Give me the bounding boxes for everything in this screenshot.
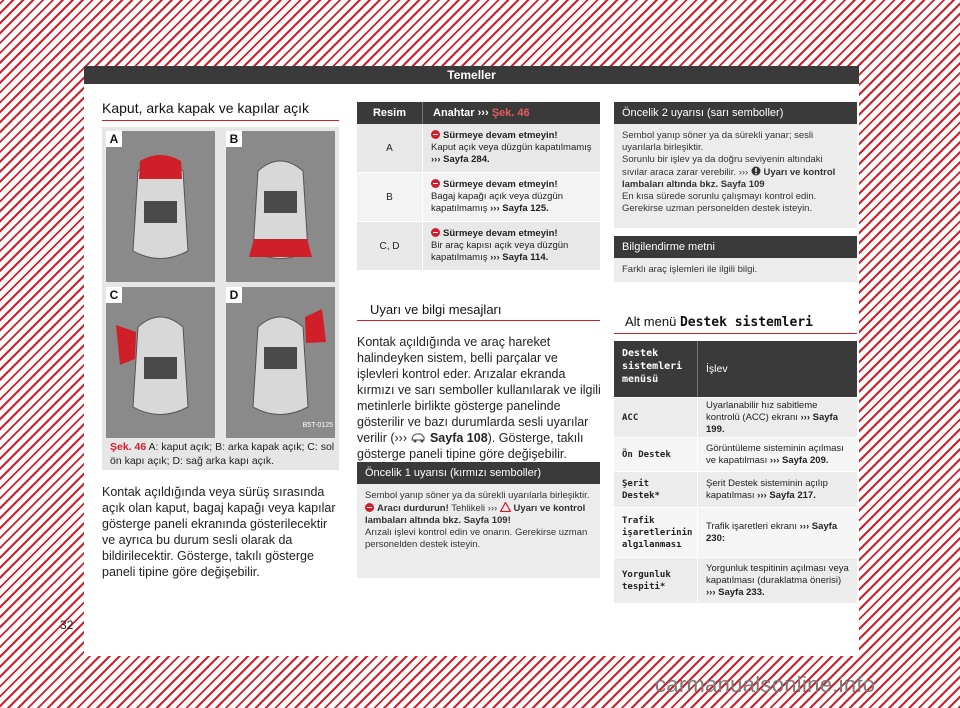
- row-title: Sürmeye devam etmeyin!: [443, 130, 558, 141]
- row-key: A: [357, 124, 423, 172]
- submenu-name: Destek sistemleri: [679, 315, 813, 330]
- col-header-anahtar: [423, 102, 600, 124]
- figure-caption-text: A: kaput açık; B: arka kapak açık; C: sol ön kapı açık; D: sağ arka kapı açık.: [110, 441, 335, 467]
- arrows-glyph: ›››: [769, 454, 780, 466]
- red-warning-icon: [431, 130, 440, 139]
- row-text: Şerit Destek sisteminin açılıp kapatılması: [706, 477, 828, 501]
- row-description: [423, 124, 600, 172]
- arrows-glyph: ›››: [800, 411, 811, 423]
- page-ref-link[interactable]: Uyarı ve kontrol lambaları altında bkz. Sayfa 109: [622, 167, 836, 190]
- row-text: Görüntüleme sisteminin açılması ve kapatılması: [706, 442, 844, 466]
- box-text: En kısa sürede sorunlu çalışmayı kontrol edin. Gerekirse uzman personelden destek isteyin.: [622, 191, 817, 214]
- box-text: Sorunlu bir işlev ya da doğru seviyenin altındaki sıvılar araca zarar verebilir.: [622, 154, 823, 178]
- table-row: [357, 222, 600, 271]
- col-header-anahtar-text: Anahtar: [433, 107, 475, 119]
- page-header: Temeller: [84, 66, 859, 84]
- col-header-function: İşlev: [706, 363, 728, 375]
- table-row: [614, 471, 857, 507]
- page-ref-link[interactable]: Sayfa 125.: [502, 203, 549, 214]
- col2-body-text: Kontak açıldığında ve araç hareket halindeyken sistem, belli parçalar ve işlevleri kontrol eder. Arızalar ekranda kırmızı ve sarı semboller kullanılarak ve ilgili metinlerle birlikte gösterge panelinde gösterilir ve bazı durumlarda sesli uyarılar verilir (››› Sayfa 108). Gösterge, takılı gösterge paneli tipine göre değişebilir.: [357, 335, 601, 461]
- row-text: Bir araç kapısı açık veya düzgün kapatılmamış: [431, 240, 569, 263]
- arrows-glyph: ›››: [477, 107, 489, 119]
- box-text-bold: Aracı durdurun!: [377, 503, 449, 514]
- panel-label-d: D: [226, 287, 242, 303]
- table-row: [614, 397, 857, 437]
- car-front-left-door-open-icon: [106, 287, 215, 438]
- figure-code: B5T-0125: [302, 422, 333, 429]
- row-function: [698, 398, 857, 437]
- box-text: Arızalı işlevi kontrol edin ve onarın. Gerekirse uzman personelden destek isteyin.: [365, 527, 588, 550]
- row-function: [698, 508, 857, 557]
- figure-panel-a: [106, 131, 215, 282]
- row-key: C, D: [357, 222, 423, 270]
- row-key: B: [357, 173, 423, 221]
- watermark: carmanualsonline.info: [655, 672, 876, 697]
- info-exclamation-icon: [751, 166, 761, 176]
- row-function: [698, 438, 857, 471]
- row-menu: ACC: [614, 398, 698, 437]
- row-text: Uyarlanabilir hız sabitleme kontrolü (ACC) ekranı: [706, 399, 818, 423]
- car-tailgate-open-icon: [226, 131, 335, 282]
- page-ref-link[interactable]: Sayfa 114.: [502, 252, 549, 263]
- figure-car-doors: [102, 127, 339, 470]
- col1-body-text: Kontak açıldığında veya sürüş sırasında açık olan kaput, bagaj kapağı veya kapılar gösterge paneli ekranında gösterilecektir ve ayrıca bu durum sesli olarak da bildirilecektir. Gösterge, takılı gösterge paneli tipine göre değişebilir.: [102, 485, 336, 579]
- arrows-glyph: ›››: [757, 489, 767, 501]
- arrows-glyph: ›››: [706, 586, 716, 598]
- row-function: [698, 472, 857, 507]
- figure-ref-link[interactable]: Şek. 46: [491, 107, 530, 119]
- body-text-part: Kontak açıldığında ve araç hareket halindeyken sistem, belli parçalar ve işlevleri kontrol eder. Arızalar ekranda kırmızı ve sarı semboller kullanılarak ve ilgili metinlerle birlikte gösterge panelinde gösterilir ve bazı durumlarda sesli uyarılar verilir: [357, 335, 601, 445]
- arrows-glyph: ›››: [490, 252, 500, 263]
- priority-2-body: [614, 124, 857, 221]
- priority-1-box: [357, 462, 600, 578]
- section-divider: [102, 120, 339, 121]
- priority-1-title: Öncelik 1 uyarısı (kırmızı semboller): [357, 462, 600, 484]
- panel-label-b: B: [226, 131, 242, 147]
- table-row: [357, 173, 600, 222]
- red-warning-icon: [431, 228, 440, 237]
- row-menu: Yorgunluk tespiti*: [614, 558, 698, 603]
- car-info-icon: [410, 431, 426, 443]
- info-body: Farklı araç işlemleri ile ilgili bilgi.: [622, 264, 758, 275]
- red-warning-icon: [431, 179, 440, 188]
- car-rear-right-door-open-icon: [226, 287, 335, 438]
- priority-1-body: [357, 484, 600, 557]
- table-row: [614, 557, 857, 603]
- info-box: [614, 236, 857, 282]
- section-title-hood-doors: Kaput, arka kapak ve kapılar açık: [102, 100, 309, 116]
- box-text: Sembol yanıp söner ya da sürekli uyarılarla birleşiktir.: [365, 490, 590, 501]
- row-text: Yorgunluk tespitinin açılması veya kapatılması (duraklatma önerisi): [706, 562, 849, 586]
- page-ref-link[interactable]: Uyarı ve kontrol lambaları altında bkz. Sayfa 109!: [365, 503, 586, 526]
- submenu-prefix: Alt menü: [625, 314, 677, 329]
- arrows-glyph: ›››: [738, 167, 749, 178]
- row-menu: Ön Destek: [614, 438, 698, 471]
- car-hood-open-icon: [106, 131, 215, 282]
- row-text: Bagaj kapağı açık veya düzgün kapatılmamış: [431, 191, 564, 214]
- figure-panel-c: [106, 287, 215, 438]
- page-ref-link[interactable]: Sayfa 199.: [706, 411, 839, 435]
- arrows-glyph: ›››: [394, 431, 407, 445]
- section-title-warnings: Uyarı ve bilgi mesajları: [370, 302, 502, 317]
- panel-label-a: A: [106, 131, 122, 147]
- red-warning-icon: [365, 503, 374, 512]
- info-title: Bilgilendirme metni: [614, 236, 857, 258]
- warnings-table: [357, 102, 600, 271]
- page-ref-link[interactable]: Sayfa 209.: [782, 454, 829, 466]
- figure-caption-number: Şek. 46: [110, 441, 147, 453]
- support-systems-table: [614, 341, 857, 603]
- priority-2-title: Öncelik 2 uyarısı (sarı semboller): [614, 102, 857, 124]
- figure-panel-d: [226, 287, 335, 438]
- box-text: Tehlikeli: [451, 503, 486, 514]
- arrows-glyph: ›››: [799, 520, 810, 532]
- arrows-glyph: ›››: [431, 154, 441, 165]
- figure-caption: [110, 440, 335, 468]
- section-divider: [357, 320, 600, 321]
- page-number: 32: [60, 618, 74, 632]
- table-row: [614, 507, 857, 557]
- row-text: Trafik işaretleri ekranı: [706, 520, 797, 532]
- page-ref-link[interactable]: Sayfa 108: [429, 431, 488, 445]
- figure-panel-b: [226, 131, 335, 282]
- row-menu: Şerit Destek*: [614, 472, 698, 507]
- table-row: [357, 124, 600, 173]
- body-text-part: ). Gösterge, takılı gösterge paneli tipine göre değişebilir.: [357, 431, 584, 461]
- row-text: Kaput açık veya düzgün kapatılmamış: [431, 142, 592, 153]
- row-description: [423, 173, 600, 221]
- col-header-menu: Destek sistemleri menüsü: [614, 341, 698, 397]
- panel-label-c: C: [106, 287, 122, 303]
- page-ref-link[interactable]: Sayfa 230:: [706, 520, 838, 544]
- page-ref-link[interactable]: Sayfa 284.: [443, 154, 490, 165]
- support-systems-table-header: [614, 341, 857, 397]
- page-ref-link[interactable]: Sayfa 217.: [769, 489, 816, 501]
- row-title: Sürmeye devam etmeyin!: [443, 228, 558, 239]
- box-text: Sembol yanıp söner ya da sürekli yanar; sesli uyarılarla birleşiktir.: [622, 130, 814, 153]
- col-header-resim: Resim: [357, 102, 423, 124]
- row-menu: Trafik işaretlerinin algılanması: [614, 508, 698, 557]
- section-title-submenu: [625, 314, 813, 330]
- row-title: Sürmeye devam etmeyin!: [443, 179, 558, 190]
- table-row: [614, 437, 857, 471]
- page-ref-link[interactable]: Sayfa 233.: [718, 586, 765, 598]
- warning-triangle-icon: [500, 502, 511, 512]
- arrows-glyph: ›››: [490, 203, 500, 214]
- warnings-table-header: [357, 102, 600, 124]
- priority-2-box: [614, 102, 857, 228]
- arrows-glyph: ›››: [487, 503, 498, 514]
- row-description: [423, 222, 600, 270]
- section-divider: [614, 333, 857, 334]
- row-function: [698, 558, 857, 603]
